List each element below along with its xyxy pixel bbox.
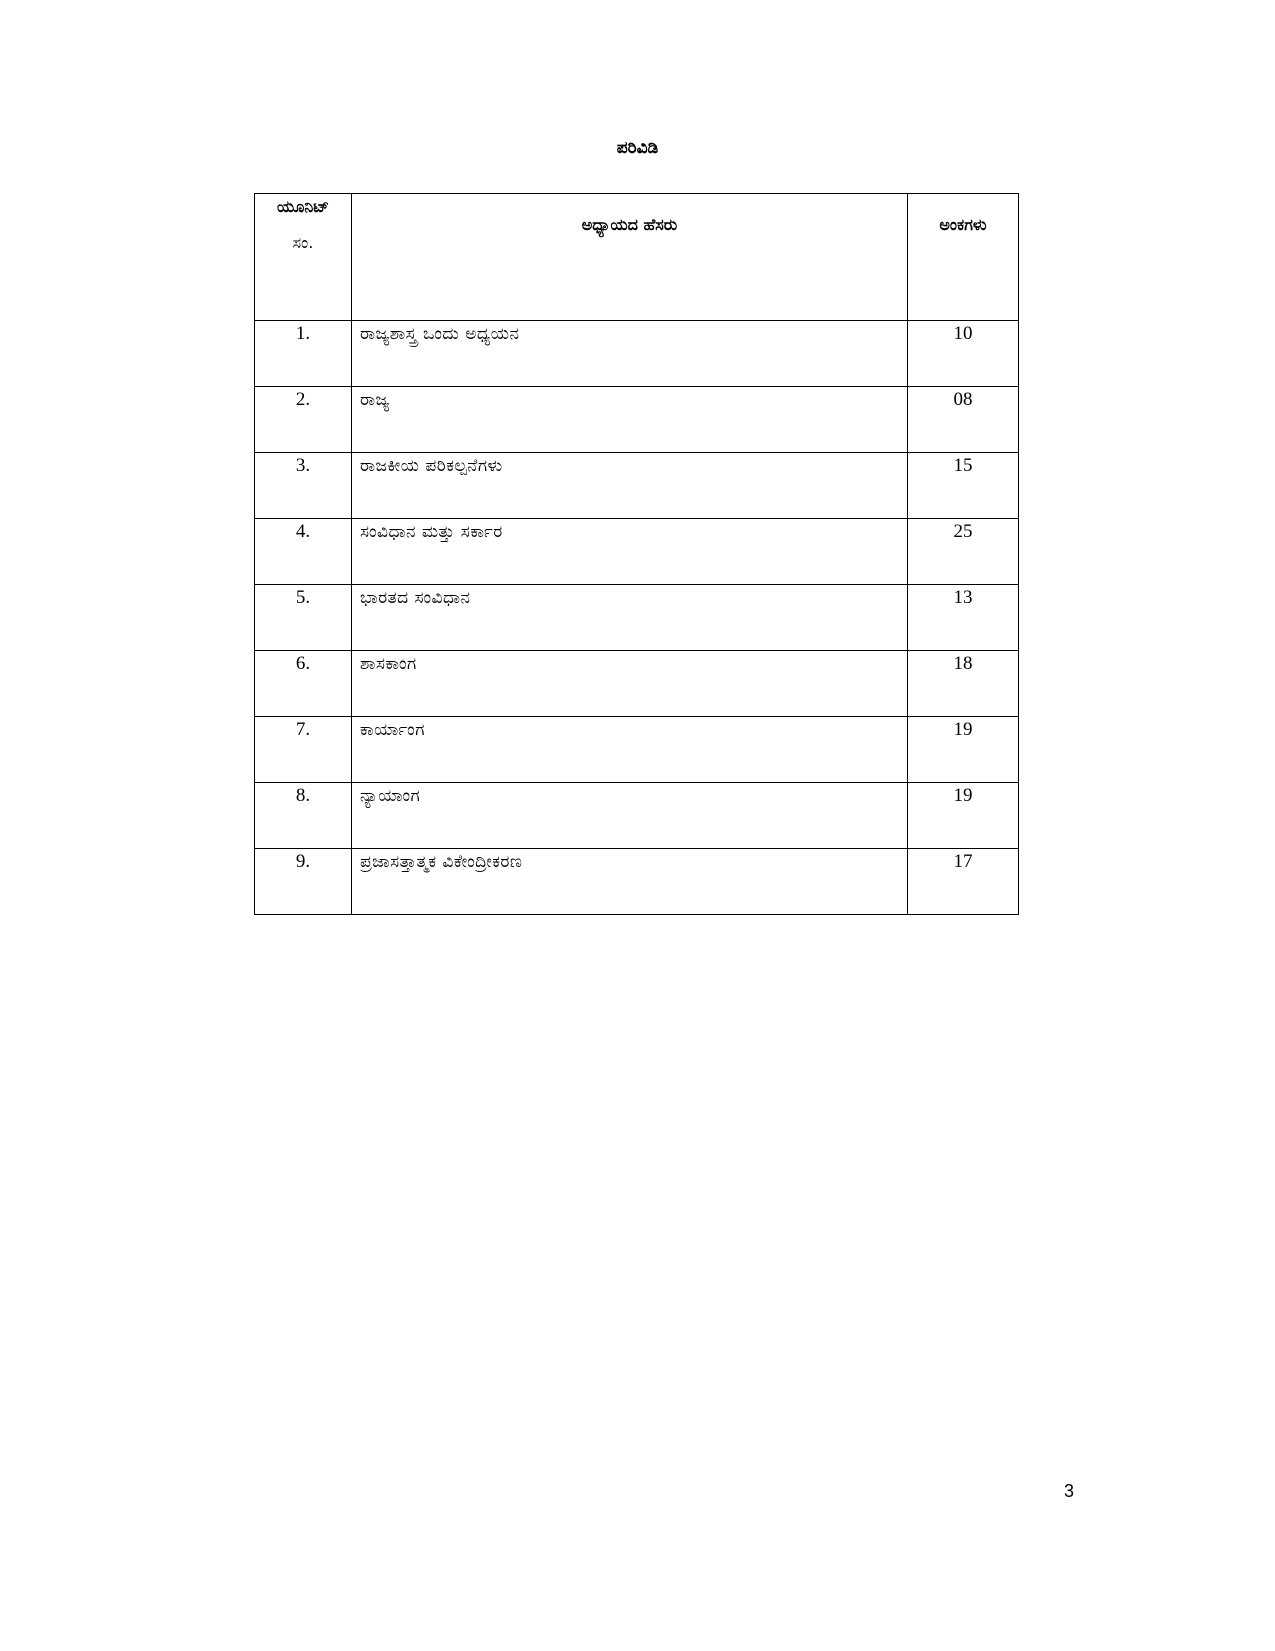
- table-row: [255, 849, 1019, 915]
- unit-number: 3.: [255, 453, 352, 519]
- header-chapter-name: ಅಧ್ಯಾಯದ ಹೆಸರು: [352, 194, 908, 321]
- unit-number: 7.: [255, 717, 352, 783]
- unit-number: 2.: [255, 387, 352, 453]
- unit-number: 4.: [255, 519, 352, 585]
- chapter-marks: 13: [908, 585, 1019, 651]
- unit-number: 8.: [255, 783, 352, 849]
- chapter-marks: 17: [908, 849, 1019, 915]
- table-row: [255, 453, 1019, 519]
- chapter-name: ರಾಜ್ಯಶಾಸ್ತ್ರ ಒಂದು ಅಧ್ಯಯನ: [352, 321, 908, 387]
- table-row: [255, 519, 1019, 585]
- chapter-marks: 19: [908, 783, 1019, 849]
- header-number-label: ಸಂ.: [292, 233, 314, 252]
- chapter-name: ಭಾರತದ ಸಂವಿಧಾನ: [352, 585, 908, 651]
- contents-table: [254, 193, 1019, 915]
- chapter-name: ಶಾಸಕಾಂಗ: [352, 651, 908, 717]
- table-row: [255, 585, 1019, 651]
- unit-number: 1.: [255, 321, 352, 387]
- header-unit-number: [255, 194, 352, 321]
- header-marks: ಅಂಕಗಳು: [908, 194, 1019, 321]
- chapter-marks: 25: [908, 519, 1019, 585]
- unit-number: 9.: [255, 849, 352, 915]
- table-row: [255, 321, 1019, 387]
- chapter-name: ರಾಜ್ಯ: [352, 387, 908, 453]
- unit-number: 6.: [255, 651, 352, 717]
- chapter-marks: 18: [908, 651, 1019, 717]
- unit-number: 5.: [255, 585, 352, 651]
- chapter-marks: 10: [908, 321, 1019, 387]
- chapter-marks: 15: [908, 453, 1019, 519]
- chapter-marks: 19: [908, 717, 1019, 783]
- chapter-name: ಸಂವಿಧಾನ ಮತ್ತು ಸರ್ಕಾರ: [352, 519, 908, 585]
- page-title: ಪರಿವಿಡಿ: [616, 138, 659, 158]
- table-row: [255, 387, 1019, 453]
- header-unit-label: ಯೂನಿಟ್: [277, 197, 329, 216]
- chapter-name: ನ್ಯಾಯಾಂಗ: [352, 783, 908, 849]
- chapter-name: ಕಾರ್ಯಾಂಗ: [352, 717, 908, 783]
- table-row: [255, 651, 1019, 717]
- table-header-row: [255, 194, 1019, 321]
- page-number: 3: [1064, 1481, 1075, 1501]
- chapter-name: ರಾಜಕೀಯ ಪರಿಕಲ್ಪನೆಗಳು: [352, 453, 908, 519]
- chapter-name: ಪ್ರಜಾಸತ್ತಾತ್ಮಕ ವಿಕೇಂದ್ರೀಕರಣ: [352, 849, 908, 915]
- table-row: [255, 717, 1019, 783]
- table-row: [255, 783, 1019, 849]
- chapter-marks: 08: [908, 387, 1019, 453]
